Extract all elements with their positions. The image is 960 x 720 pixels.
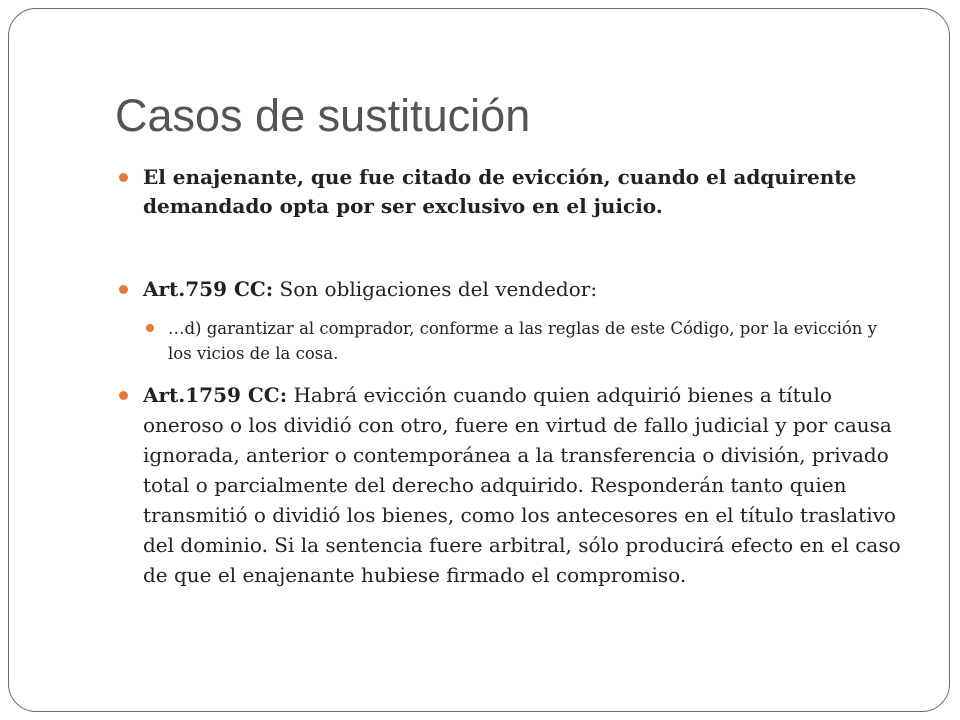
slide-content: [115, 163, 905, 590]
bullet-label: Art.759 CC:: [143, 277, 274, 301]
bullet-text: Son obligaciones del vendedor:: [273, 277, 598, 301]
bullet-item-enajenante: [115, 163, 905, 221]
slide-frame: [8, 8, 950, 712]
bullet-label: Art.1759 CC:: [143, 383, 288, 407]
bullet-item-art-759: [115, 275, 905, 304]
sub-bullet-dot-icon: [146, 324, 154, 332]
bullet-dot-icon: [119, 173, 128, 182]
bullet-dot-icon: [119, 391, 128, 400]
sub-bullet-item-d: [143, 316, 905, 366]
sub-bullet-text: …d) garantizar al comprador, conforme a las reglas de este Código, por la evicción y los vicios de la cosa.: [168, 319, 877, 363]
bullet-dot-icon: [119, 285, 128, 294]
bullet-text: Habrá evicción cuando quien adquirió bienes a título oneroso o los dividió con otro, fuere en virtud de fallo judicial y por causa ignorada, anterior o contemporánea a la transferencia o división, privado total o parcialmente del derecho adquirido. Responderán tanto quien transmitió o dividió los bienes, como los antecesores en el título traslativo del dominio. Si la sentencia fuere arbitral, sólo producirá efecto en el caso de que el enajenante hubiese firmado el compromiso.: [143, 383, 901, 587]
slide-title: Casos de sustitución: [115, 90, 531, 141]
bullet-item-art-1759: [115, 380, 905, 590]
bullet-text: El enajenante, que fue citado de evicción, cuando el adquirente demandado opta por ser exclusivo en el juicio.: [143, 165, 857, 218]
